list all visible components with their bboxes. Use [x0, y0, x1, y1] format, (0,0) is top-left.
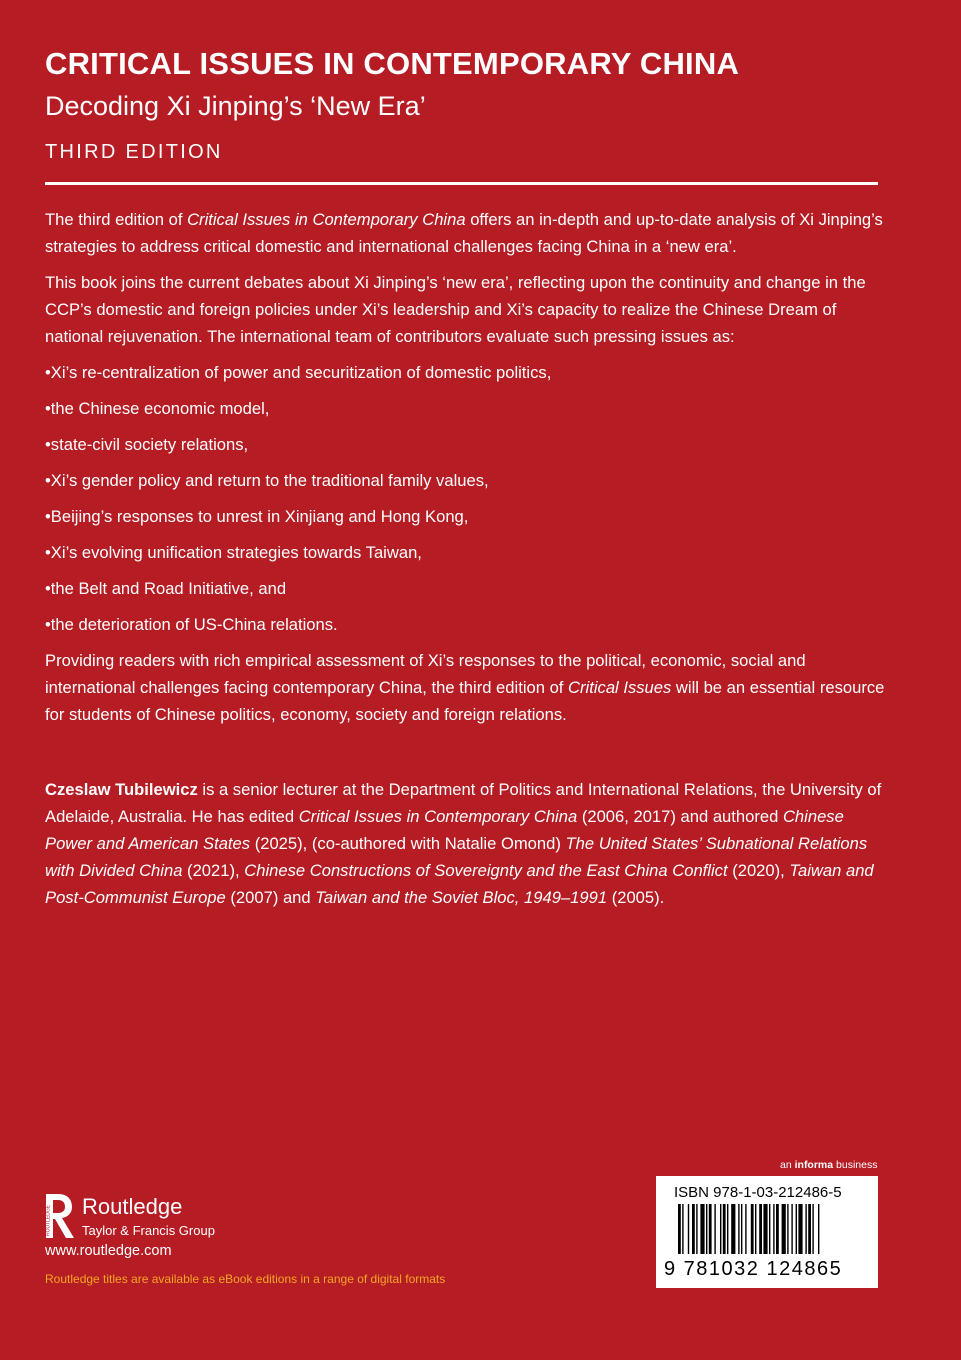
list-item: •Xi’s gender policy and return to the traditional family values, [45, 471, 489, 490]
list-item: •Beijing’s responses to unrest in Xinjiang and Hong Kong, [45, 507, 469, 526]
series-title: CRITICAL ISSUES IN CONTEMPORARY CHINA [45, 46, 740, 81]
informa-tagline: an informa business [780, 1159, 878, 1171]
author-name: Czeslaw Tubilewicz [45, 780, 198, 799]
publisher-group: Taylor & Francis Group [82, 1223, 215, 1238]
list-item: •state-civil society relations, [45, 435, 249, 454]
issues-list [45, 359, 885, 638]
isbn-barcode [656, 1176, 878, 1288]
description-paragraph-3: Providing readers with rich empirical assessment of Xi’s responses to the political, economic, social and international challenges facing contemporary China, the third edition of Critical Issues will be an essential resource for students of Chinese politics, economy, society and foreign relations. [45, 651, 885, 724]
list-item: •Xi’s re-centralization of power and securitization of domestic politics, [45, 363, 552, 382]
ebook-note: Routledge titles are available as eBook editions in a range of digital formats [45, 1272, 446, 1286]
list-item: •Xi’s evolving unification strategies towards Taiwan, [45, 543, 422, 562]
description-paragraph-2: This book joins the current debates about Xi Jinping’s ‘new era’, reflecting upon the continuity and change in the CCP’s domestic and foreign policies under Xi’s leadership and Xi’s capacity to realize the Chinese Dream of national rejuvenation. The international team of contributors evaluate such pressing issues as: [45, 273, 866, 346]
publisher-name: Routledge [82, 1194, 183, 1219]
svg-text:ROUTLEDGE: ROUTLEDGE [45, 1204, 52, 1236]
barcode-icon [664, 1204, 870, 1260]
isbn-label: ISBN 978-1-03-212486-5 [674, 1184, 842, 1201]
header-divider [45, 182, 878, 185]
barcode-digits: 9 781032 124865 [664, 1258, 843, 1280]
publisher-website: www.routledge.com [45, 1243, 172, 1259]
edition-label: THIRD EDITION [45, 141, 223, 163]
list-item: •the Chinese economic model, [45, 399, 270, 418]
routledge-logo-icon [44, 1192, 76, 1240]
author-bio: Czeslaw Tubilewicz is a senior lecturer at the Department of Politics and International Relations, the University of Adelaide, Australia. He has edited Critical Issues in Contemporary China (2006, 2017) and authored Chinese Power and American States (2025), (co-authored with Natalie Omond) The United States’ Subnational Relations with Divided China (2021), Chinese Constructions of Sovereignty and the East China Conflict (2020), Taiwan and Post-Communist Europe (2007) and Taiwan and the Soviet Bloc, 1949–1991 (2005). [45, 780, 882, 907]
book-description [45, 206, 885, 737]
book-subtitle: Decoding Xi Jinping’s ‘New Era’ [45, 91, 426, 121]
list-item: •the deterioration of US-China relations. [45, 615, 338, 634]
list-item: •the Belt and Road Initiative, and [45, 579, 287, 598]
description-paragraph-1: The third edition of Critical Issues in Contemporary China offers an in-depth and up-to-date analysis of Xi Jinping’s strategies to address critical domestic and international challenges facing China in a ‘new era’. [45, 210, 883, 256]
